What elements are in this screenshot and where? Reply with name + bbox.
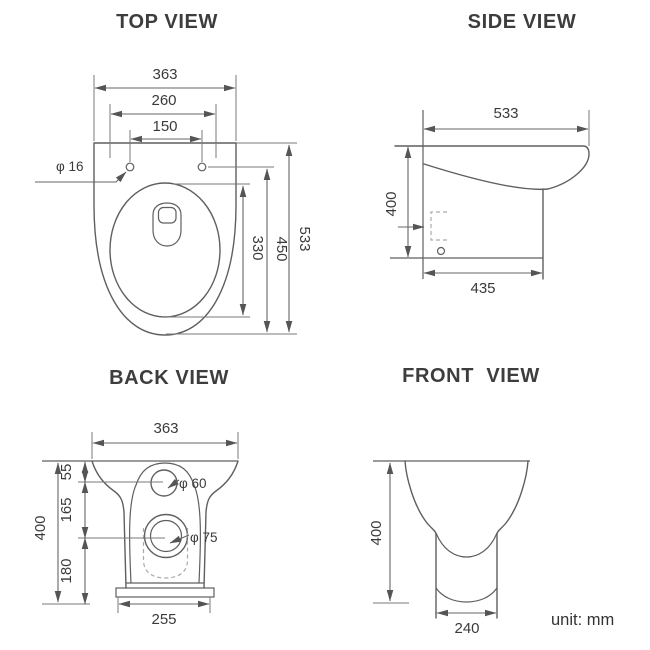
toilet-right-outline-front — [497, 461, 528, 618]
dim-front-height — [368, 463, 390, 601]
dim-back-inlet-diameter — [168, 476, 207, 491]
dimension-value: φ 16 — [56, 159, 84, 174]
dim-top-holes-to-front — [267, 169, 290, 332]
unit-label: unit: mm — [551, 611, 615, 629]
back-view-title: BACK VIEW — [109, 367, 229, 389]
dimension-value: 330 — [249, 235, 266, 261]
dimension-value: 55 — [58, 463, 75, 481]
front-view-panel — [368, 365, 540, 637]
dimension-value: 435 — [470, 280, 496, 297]
dimension-value: 240 — [454, 620, 480, 637]
dimension-value: φ 60 — [179, 476, 207, 491]
dim-top-overall-width — [95, 66, 235, 88]
fixing-bracket-hidden-outline — [431, 212, 447, 240]
dim-back-rim-to-inlet — [58, 462, 85, 482]
dim-top-bowl-length — [243, 186, 266, 315]
waste-outlet-inner-circle — [151, 521, 182, 552]
top-view-title: TOP VIEW — [116, 11, 218, 33]
pedestal-base-curve-front — [436, 588, 497, 602]
bowl-underside-curve-front — [436, 533, 497, 557]
dim-back-outlet-diameter — [170, 530, 218, 545]
dimension-value: 400 — [32, 515, 49, 541]
dim-top-seat-width — [111, 92, 215, 114]
dimension-value: 150 — [152, 118, 178, 135]
side-view-panel — [383, 11, 589, 297]
flush-outlet-outer-shape — [153, 203, 181, 246]
dimension-value: 450 — [273, 236, 290, 262]
dimension-value: 255 — [151, 611, 177, 628]
toilet-left-outline-front — [405, 461, 436, 618]
dimension-value: 363 — [152, 66, 178, 83]
dim-back-base-width — [119, 604, 209, 628]
dimension-value: φ 75 — [190, 530, 218, 545]
flush-outlet-inner-shape — [159, 208, 177, 224]
toilet-body-outline-top — [94, 143, 236, 335]
dim-back-height — [32, 463, 58, 602]
dim-back-outlet-to-floor — [58, 538, 85, 604]
dim-side-depth — [424, 105, 588, 129]
top-view-panel — [35, 11, 313, 335]
dim-back-inlet-to-outlet — [58, 482, 85, 538]
dimension-value: 363 — [153, 420, 179, 437]
toilet-rim-profile-side — [395, 146, 589, 189]
back-view-panel — [32, 367, 238, 628]
base-plinth-back — [116, 588, 214, 597]
dim-top-hole-spacing — [131, 118, 201, 139]
water-inlet-hole — [151, 470, 177, 496]
dimension-value: 400 — [368, 520, 385, 546]
dimension-value: 533 — [296, 226, 313, 252]
dimension-value: 533 — [493, 105, 519, 122]
side-view-title: SIDE VIEW — [467, 11, 577, 33]
toilet-right-outline-back — [204, 461, 238, 588]
dimension-value: 400 — [383, 191, 400, 217]
toilet-left-outline-back — [92, 461, 126, 588]
dim-front-base-width — [437, 613, 496, 637]
dim-top-total-length — [289, 145, 313, 332]
fixing-hole-side — [438, 248, 445, 255]
dimension-value: 260 — [151, 92, 177, 109]
seat-fixing-hole-right — [198, 163, 206, 171]
seat-fixing-hole-left — [126, 163, 134, 171]
front-view-title: FRONT VIEW — [402, 365, 540, 387]
dimension-value: 165 — [58, 497, 75, 523]
dim-side-base-depth — [424, 273, 542, 297]
dim-side-height — [383, 147, 408, 257]
dim-top-hole-diameter — [35, 159, 126, 182]
dimension-value: 180 — [58, 558, 75, 584]
dim-back-width — [93, 420, 237, 443]
